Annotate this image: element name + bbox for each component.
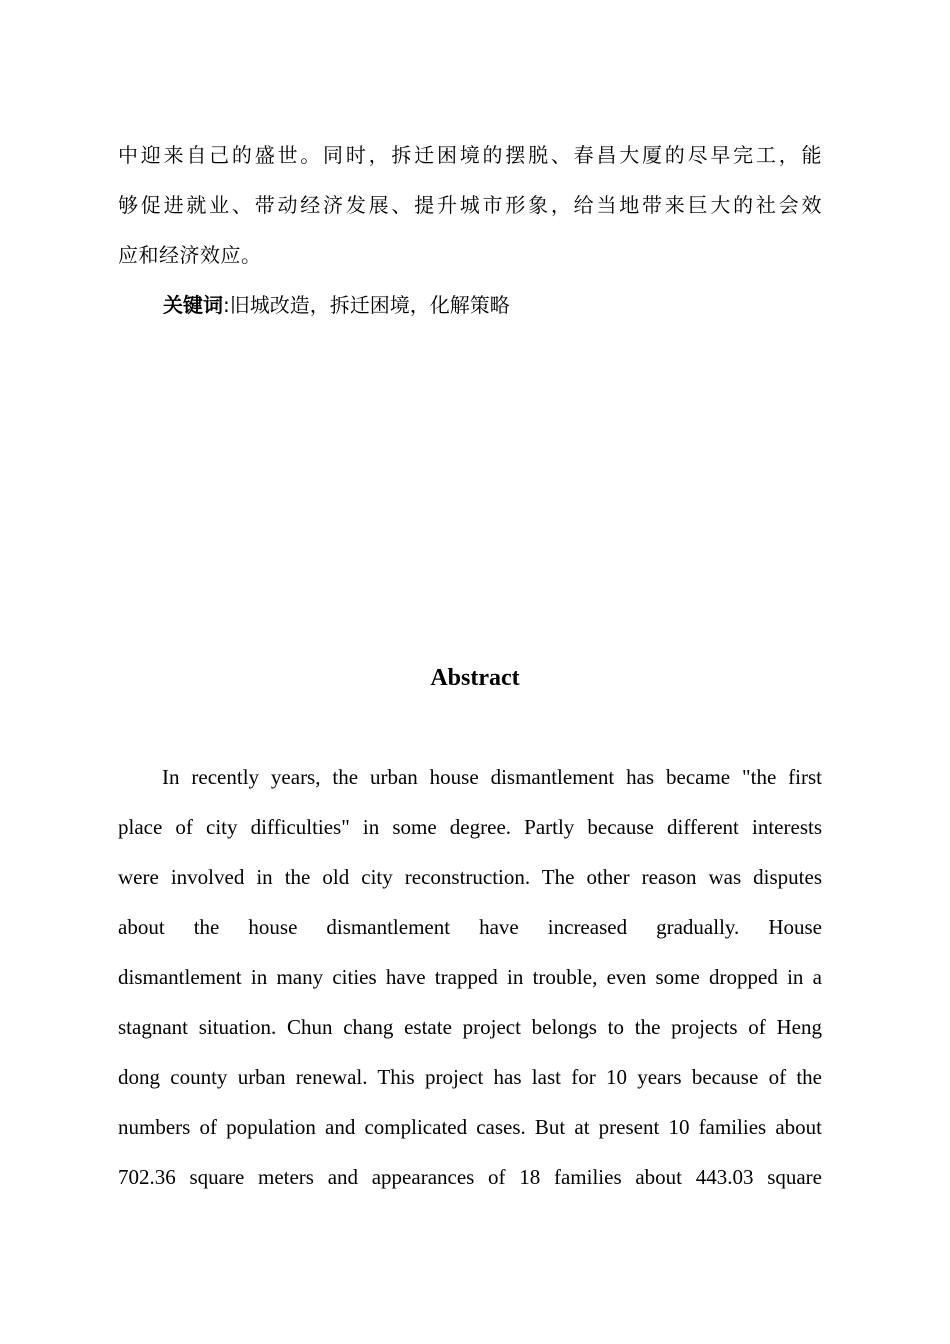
english-paragraph-line: numbers of population and complicated cases. But at present 10 families about	[118, 1115, 822, 1139]
chinese-paragraph-line: 中迎来自己的盛世。同时，拆迁困境的摆脱、春昌大厦的尽早完工，能	[118, 143, 822, 167]
abstract-heading: Abstract	[430, 665, 520, 691]
english-paragraph-line: were involved in the old city reconstruction. The other reason was disputes	[118, 865, 822, 889]
english-paragraph-line: dong county urban renewal. This project has last for 10 years because of the	[118, 1065, 822, 1089]
english-paragraph-line: dismantlement in many cities have trapped in trouble, even some dropped in a	[118, 965, 822, 989]
english-paragraph-line: about the house dismantlement have increased gradually. House	[118, 915, 822, 939]
chinese-keywords	[163, 280, 510, 330]
english-abstract-body	[118, 752, 822, 1202]
english-paragraph-line: stagnant situation. Chun chang estate project belongs to the projects of Heng	[118, 1015, 822, 1039]
keywords-separator: :	[223, 293, 230, 317]
english-paragraph-line: place of city difficulties" in some degree. Partly because different interests	[118, 815, 822, 839]
keywords-label: 关键词	[163, 293, 223, 317]
keywords-value: 旧城改造，拆迁困境，化解策略	[229, 293, 510, 317]
english-paragraph-line: In recently years, the urban house dismantlement has became "the first	[162, 765, 822, 789]
chinese-paragraph-line: 应和经济效应。	[118, 243, 262, 267]
english-paragraph-line: 702.36 square meters and appearances of 18 families about 443.03 square	[118, 1165, 822, 1189]
chinese-paragraph-line: 够促进就业、带动经济发展、提升城市形象，给当地带来巨大的社会效	[118, 193, 822, 217]
chinese-abstract-continuation	[118, 130, 822, 280]
